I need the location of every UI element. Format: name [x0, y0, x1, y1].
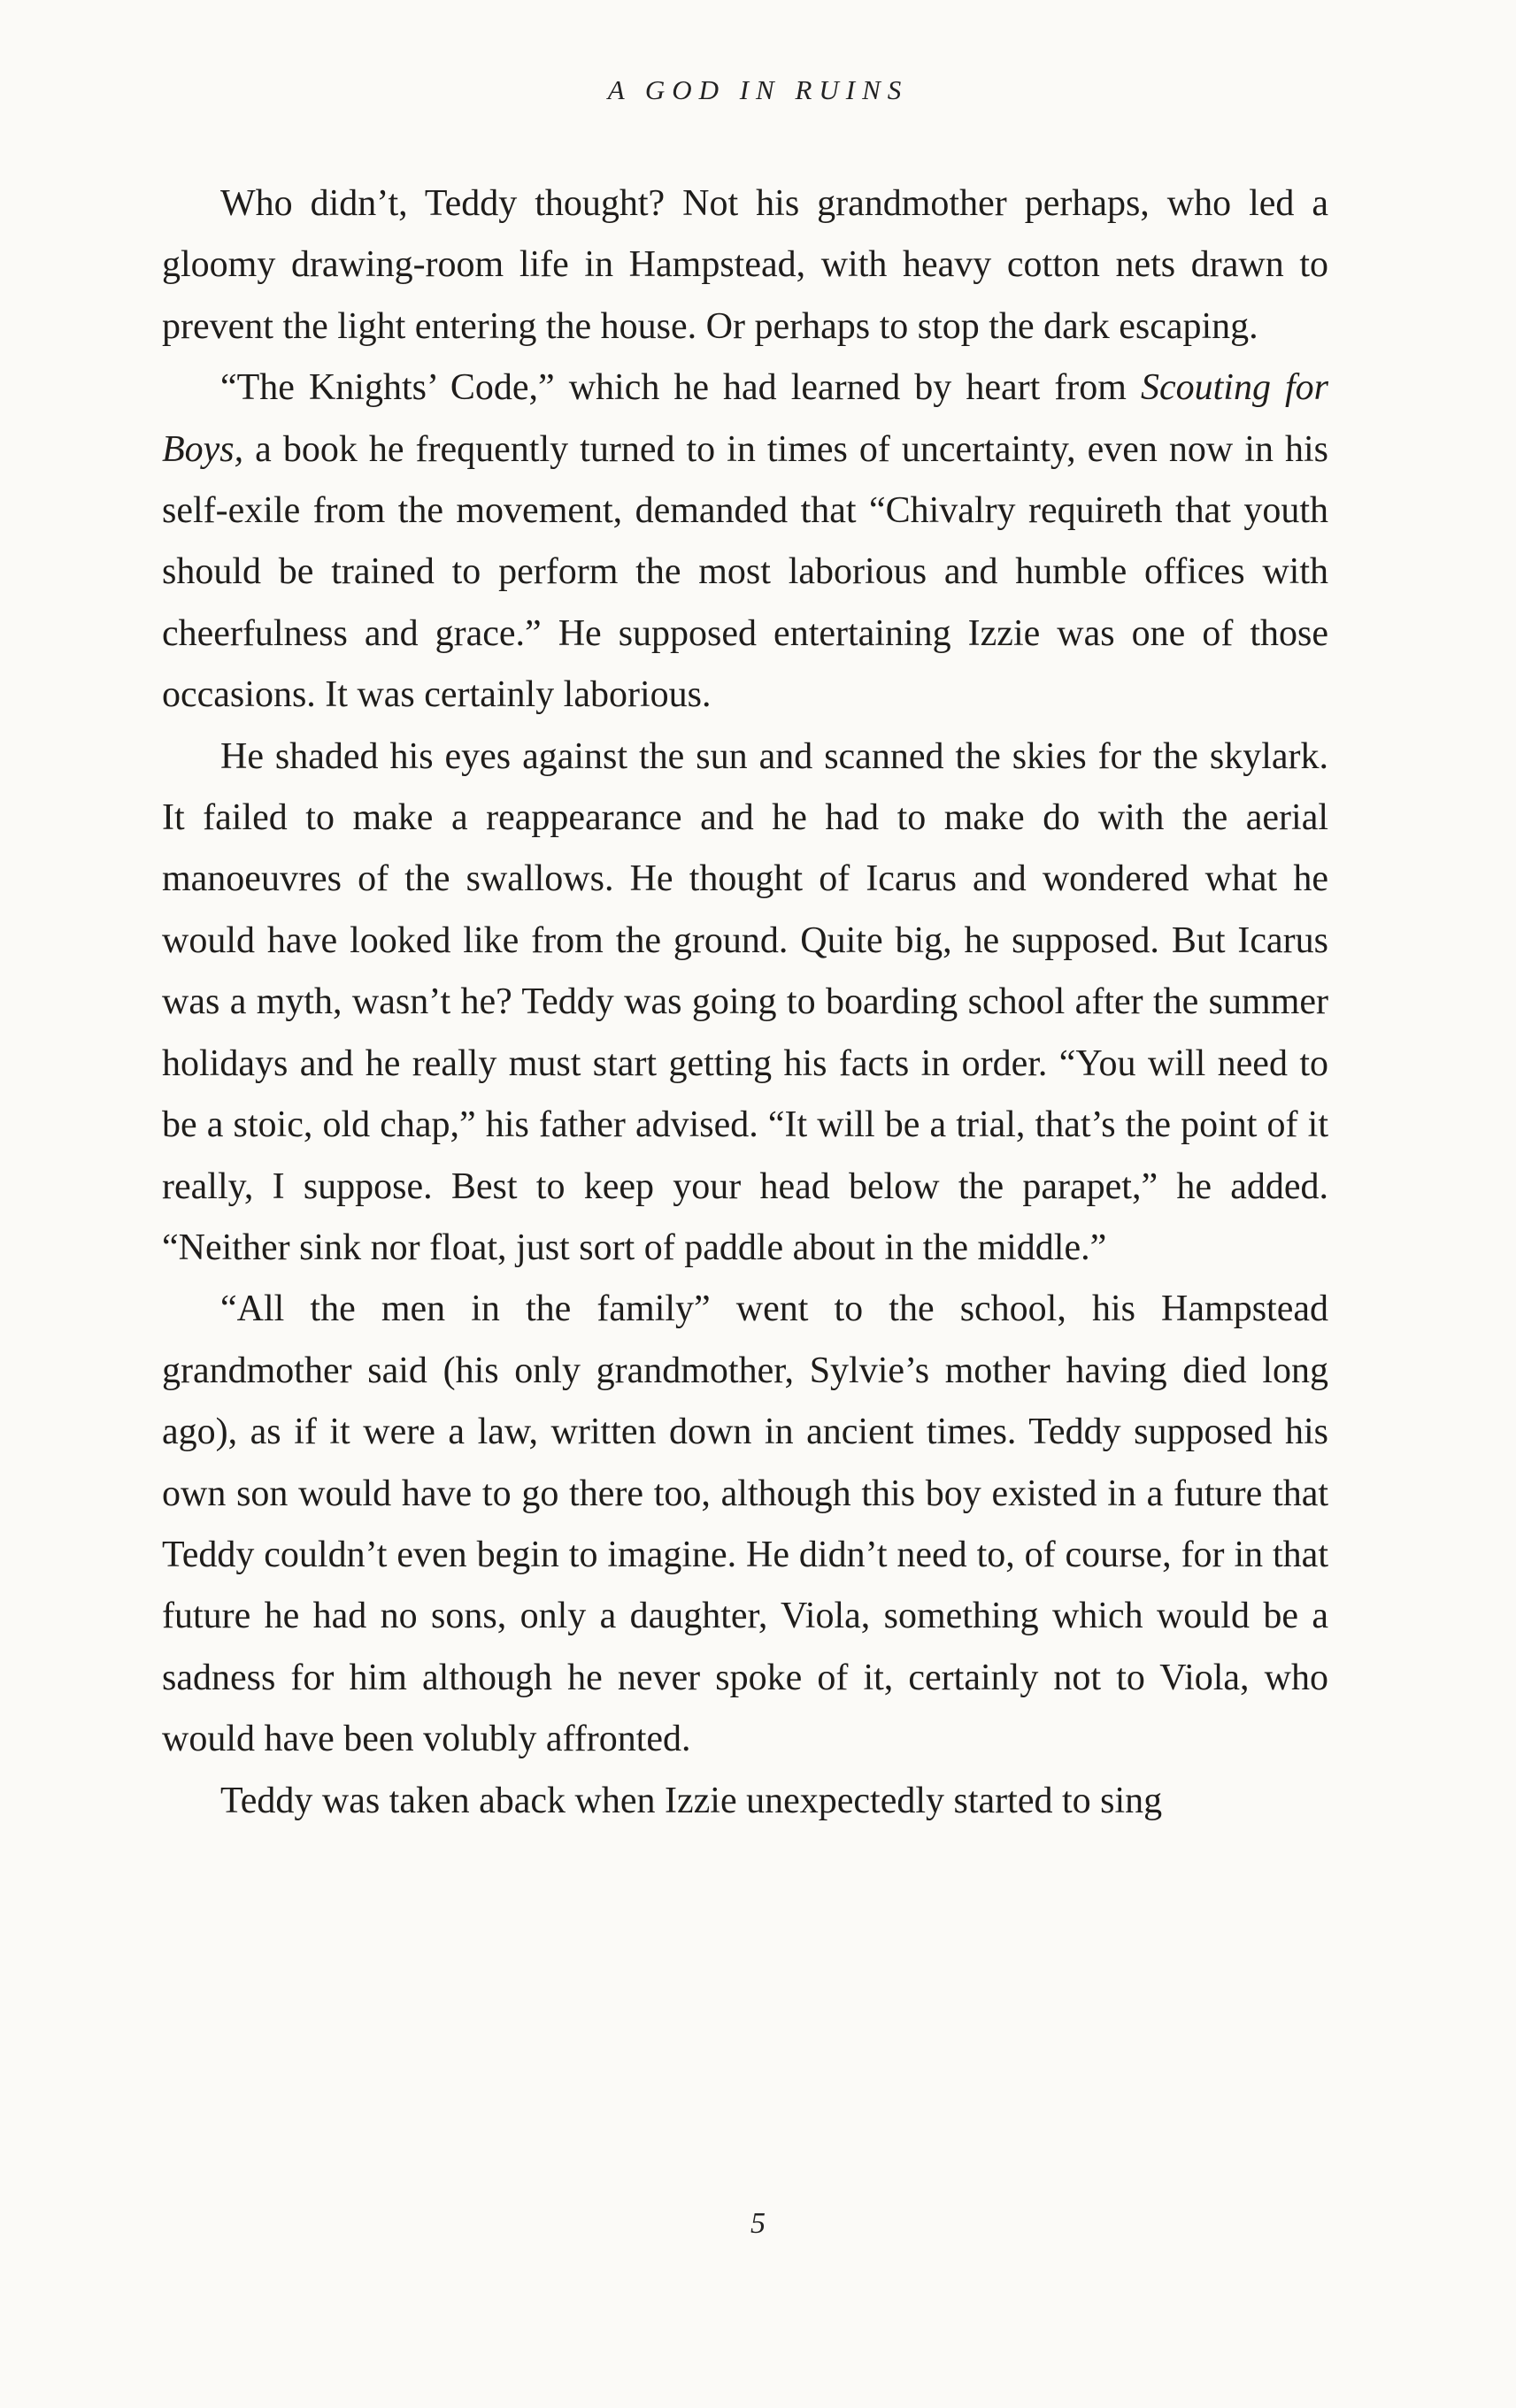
paragraph-4: “All the men in the family” went to the school, his Hampstead grandmother said (his only grandmother, Sylvie’s mother having died long ago), as if it were a law, written down in ancient times. Teddy supposed his own son would have to go there too, although this boy existed in a future that Teddy couldn’t even begin to imagine. He didn’t need to, of course, for in that future he had no sons, only a daughter, Viola, something which would be a sadness for him although he never spoke of it, certainly not to Viola, who would have been volubly affronted. — [162, 1289, 1328, 1760]
paragraph-2-lead: “The Knights’ Code,” which he had learned by heart from — [220, 367, 1141, 409]
book-title: Scouting for Boys, — [162, 367, 1329, 470]
running-head: A GOD IN RUINS — [607, 74, 909, 105]
page-number: 5 — [750, 2207, 766, 2240]
paragraph-1: Who didn’t, Teddy thought? Not his grandmother perhaps, who led a gloomy drawing-room life in Hampstead, with heavy cotton nets drawn to prevent the light entering the house. Or perhaps to stop the dark escaping. — [162, 183, 1328, 347]
paragraph-3: He shaded his eyes against the sun and scanned the skies for the skylark. It failed to make a reappearance and he had to make do with the aerial manoeuvres of the swallows. He thought of Icarus and wondered what he would have looked like from the ground. Quite big, he supposed. But Icarus was a myth, wasn’t he? Teddy was going to boarding school after the summer holidays and he really must start getting his facts in order. “You will need to be a stoic, old chap,” his father advised. “It will be a trial, that’s the point of it really, I suppose. Best to keep your head below the parapet,” he added. “Neither sink nor float, just sort of paddle about in the middle.” — [162, 735, 1328, 1268]
paragraph-5: Teddy was taken aback when Izzie unexpectedly started to sing — [220, 1780, 1163, 1821]
body-text — [162, 173, 1328, 1832]
paragraph-2 — [162, 358, 1328, 726]
paragraph-2-rest: a book he frequently turned to in times of uncertainty, even now in his self-exile from the movement, demanded that “Chivalry requireth that youth should be trained to perform the most laborious and humble offices with cheerfulness and grace.” He supposed entertaining Izzie was one of those occasions. It was certainly laborious. — [162, 428, 1328, 716]
